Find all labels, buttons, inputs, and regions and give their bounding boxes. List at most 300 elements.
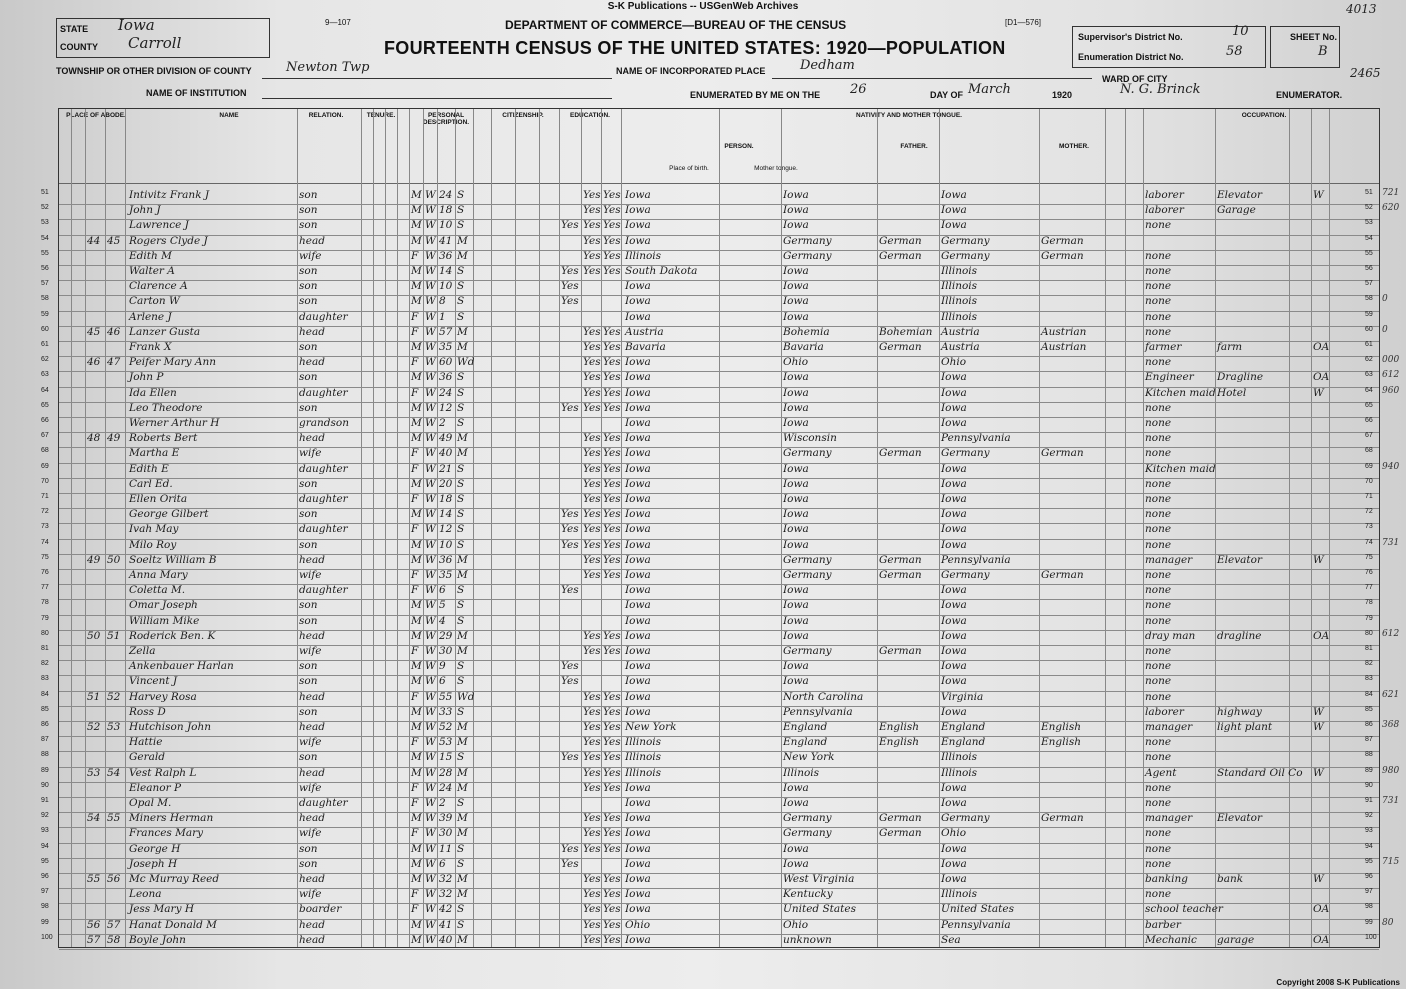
cell-fpb: Ohio [783,918,809,931]
cell-age: 14 [439,508,453,521]
cell-mpb: Germany [941,569,990,581]
cell-race: W [425,705,436,718]
cell-occ: none [1145,842,1172,855]
cell-rel: daughter [299,523,348,536]
table-row [41,234,1379,250]
cell-rel: wife [299,781,322,794]
cell-pb: Iowa [625,690,651,703]
cell-fpb: Germany [783,234,832,247]
cell-mpb: Illinois [941,280,978,293]
cell-dw: 48 [87,432,101,445]
cell-rd: Yes [583,538,601,551]
cell-rel: son [299,401,318,414]
form-number: 9—107 [325,18,351,27]
cell-ms: M [457,827,468,840]
cell-wr: Yes [603,462,621,475]
cell-sch: Yes [561,857,579,870]
cell-race: W [425,903,436,916]
cell-line-number-right: 94 [1365,842,1373,850]
cell-rd: Yes [583,386,601,399]
cell-n: 51 [41,189,49,196]
cell-pb: Iowa [625,599,651,612]
cell-name: Vincent J [129,675,178,688]
cell-mpb: Iowa [941,462,967,475]
cell-sex: M [411,629,422,642]
section-tenure: TENURE. [366,112,396,119]
cell-wr: Yes [603,356,621,369]
cell-occ: banking [1145,873,1188,885]
table-row [41,295,1379,310]
sheet-value: B [1318,44,1328,59]
cell-mpb: Iowa [941,493,967,505]
table-row [41,219,1379,234]
cell-rd: Yes [583,219,601,232]
cell-mpb: Iowa [941,204,967,217]
cell-occ: none [1145,781,1172,794]
cell-age: 33 [439,705,453,718]
cell-race: W [425,660,436,673]
cell-name: Joseph H [129,857,178,870]
cell-line-number-right: 77 [1365,584,1373,592]
section-relation: RELATION. [308,112,344,119]
section-father: FATHER. [900,143,928,150]
cell-age: 1 [439,310,446,323]
cell-n: 63 [41,371,49,379]
cell-n: 57 [41,280,49,288]
cell-rel: son [299,614,318,627]
cell-sex: M [411,432,422,445]
cell-sex: M [411,751,422,764]
cell-sch: Yes [561,675,579,688]
cell-race: W [425,204,436,217]
cell-mpb: Iowa [941,371,967,384]
cell-cl: W [1313,189,1324,201]
cell-sex: F [411,888,419,901]
cell-ms: M [457,234,468,247]
cell-occ: none [1145,356,1172,369]
cell-pb: Iowa [625,462,651,475]
cell-fpb: Iowa [783,280,809,293]
cell-rel: wife [299,645,322,657]
cell-pb: Iowa [625,219,651,232]
cell-name: Boyle John [129,933,186,946]
cell-mpb: Illinois [941,295,978,308]
cell-line-number-right: 97 [1365,888,1373,896]
cell-fpb: England [783,721,828,733]
cell-name: Werner Arthur H [129,417,220,429]
cell-n: 77 [41,584,49,592]
cell-name: Roderick Ben. K [129,629,216,642]
margin-note: 721 [1382,188,1400,198]
cell-wr: Yes [603,705,621,718]
cell-ms: S [457,918,465,931]
cell-n: 86 [41,721,49,728]
cell-rel: head [299,629,325,642]
cell-occ: laborer [1145,189,1184,201]
cell-wr: Yes [603,508,621,521]
cell-wr: Yes [603,827,621,840]
incorporated-label: NAME OF INCORPORATED PLACE [616,66,766,76]
enumerator-label: ENUMERATOR. [1276,90,1343,100]
cell-name: Jess Mary H [129,903,194,916]
cell-mpb: Iowa [941,523,967,536]
cell-wr: Yes [603,721,621,733]
corner-number: 4013 [1346,2,1377,16]
cell-sex: F [411,249,419,262]
cell-wr: Yes [603,918,621,931]
table-row [41,690,1379,706]
cell-rel: daughter [299,493,348,505]
cell-rel: wife [299,827,322,840]
cell-ind: Elevator [1217,812,1262,825]
cell-n: 67 [41,432,49,440]
cell-ind: bank [1217,873,1244,885]
cell-mpb: Illinois [941,310,978,323]
cell-rel: son [299,660,318,673]
cell-mpb: Germany [941,234,990,247]
table-row [41,417,1379,432]
cell-ft: Bohemian [879,325,933,338]
cell-age: 24 [439,781,453,794]
col-mother-tongue: Mother tongue. [754,165,798,172]
cell-race: W [425,933,436,946]
cell-fpb: England [783,736,828,749]
cell-occ: none [1145,690,1172,703]
cell-pb: Iowa [625,477,651,490]
enumeration-label: Enumeration District No. [1078,52,1184,62]
cell-rd: Yes [583,766,601,779]
cell-occ: none [1145,857,1172,870]
cell-line-number-right: 55 [1365,249,1373,257]
cell-wr: Yes [603,645,621,657]
cell-sch: Yes [561,508,579,521]
section-occupation: OCCUPATION. [1241,112,1287,119]
margin-note: 940 [1382,461,1400,472]
cell-dw: 54 [87,812,101,825]
cell-mt: German [1041,234,1084,247]
cell-fa: 51 [107,629,121,642]
cell-pb: Iowa [625,417,651,429]
cell-wr: Yes [603,553,621,566]
cell-race: W [425,675,436,688]
cell-fpb: Iowa [783,493,809,505]
cell-fpb: Iowa [783,523,809,536]
cell-name: Ankenbauer Harlan [129,660,234,673]
cell-ind: Elevator [1217,553,1262,566]
table-row [41,599,1379,614]
cell-race: W [425,508,436,521]
cell-pb: Iowa [625,842,651,855]
cell-rd: Yes [583,569,601,581]
cell-line-number-right: 70 [1365,477,1373,485]
table-row [41,356,1379,371]
cell-n: 62 [41,356,49,364]
table-row [41,447,1379,462]
cell-occ: none [1145,538,1172,551]
cell-ms: S [457,204,465,217]
cell-sex: M [411,873,422,885]
cell-fpb: Iowa [783,371,809,384]
cell-pb: Iowa [625,660,651,673]
cell-race: W [425,584,436,597]
cell-wr: Yes [603,325,621,338]
cell-n: 97 [41,888,49,896]
cell-mpb: Iowa [941,401,967,414]
cell-line-number-right: 89 [1365,766,1373,774]
cell-dw: 52 [87,721,101,733]
cell-ms: S [457,280,465,293]
cell-sch: Yes [561,660,579,673]
cell-pb: Austria [625,325,664,338]
cell-wr: Yes [603,523,621,536]
table-row [41,462,1379,478]
cell-age: 2 [439,797,446,809]
cell-cl: W [1313,386,1324,399]
cell-fpb: Iowa [783,842,809,855]
cell-race: W [425,371,436,384]
cell-fpb: New York [783,751,835,764]
cell-ind: garage [1217,933,1255,946]
cell-rd: Yes [583,721,601,733]
cell-line-number-right: 95 [1365,857,1373,865]
cell-mpb: Ohio [941,356,967,369]
cell-occ: manager [1145,721,1193,733]
cell-sex: M [411,721,422,733]
cell-rel: son [299,280,318,293]
cell-ms: M [457,447,468,460]
cell-n: 87 [41,736,49,744]
section-place-of-abode: PLACE OF ABODE. [66,112,126,119]
table-row [41,857,1379,873]
cell-occ: none [1145,751,1172,764]
cell-fpb: Iowa [783,797,809,809]
cell-line-number-right: 69 [1365,462,1373,470]
cell-sex: F [411,781,419,794]
cell-ft: German [879,827,922,840]
cell-pb: Iowa [625,386,651,399]
cell-occ: none [1145,493,1172,505]
table-row [41,386,1379,402]
cell-wr: Yes [603,219,621,232]
cell-rd: Yes [583,189,601,201]
cell-rel: boarder [299,903,342,916]
cell-mt: Austrian [1041,341,1087,353]
cell-n: 81 [41,645,49,652]
cell-fpb: Iowa [783,614,809,627]
cell-mpb: Pennsylvania [941,918,1011,931]
cell-ms: S [457,386,465,399]
cell-ms: S [457,614,465,627]
cell-race: W [425,249,436,262]
cell-pb: Iowa [625,280,651,293]
cell-ft: German [879,249,922,262]
cell-pb: Iowa [625,204,651,217]
cell-ft: German [879,553,922,566]
cell-sch: Yes [561,538,579,551]
cell-age: 39 [439,812,453,825]
cell-fpb: unknown [783,933,832,946]
enumeration-value: 58 [1226,44,1243,59]
cell-mpb: England [941,721,986,733]
cell-line-number-right: 52 [1365,204,1373,212]
section-citizenship: CITIZENSHIP. [502,112,544,119]
cell-sex: F [411,310,419,323]
cell-mpb: Iowa [941,508,967,521]
cell-fpb: Iowa [783,857,809,870]
cell-occ: Kitchen maid [1145,462,1216,475]
cell-rd: Yes [583,341,601,353]
cell-sex: F [411,569,419,581]
cell-fa: 46 [107,325,121,338]
cell-age: 21 [439,462,453,475]
cell-dw: 56 [87,918,101,931]
cell-sex: M [411,857,422,870]
cell-age: 24 [439,189,453,201]
cell-ms: S [457,219,465,232]
cell-line-number-right: 85 [1365,705,1373,713]
cell-n: 96 [41,873,49,880]
cell-wr: Yes [603,189,621,201]
cell-rel: wife [299,888,322,901]
table-row [41,645,1379,660]
margin-note: 612 [1382,628,1400,639]
cell-wr: Yes [603,432,621,445]
cell-rd: Yes [583,432,601,445]
cell-occ: none [1145,249,1172,262]
table-row [41,827,1379,842]
cell-pb: Iowa [625,888,651,901]
cell-age: 40 [439,933,453,946]
cell-name: George H [129,842,181,855]
cell-line-number-right: 78 [1365,599,1373,607]
cell-line-number-right: 59 [1365,310,1373,318]
table-row [41,325,1379,341]
cell-age: 10 [439,280,453,293]
cell-fpb: Ohio [783,356,809,369]
supervisor-value: 10 [1232,24,1249,39]
cell-rd: Yes [583,705,601,718]
cell-sex: M [411,766,422,779]
cell-ms: S [457,705,465,718]
cell-name: Mc Murray Reed [129,873,220,885]
cell-ms: S [457,189,465,201]
section-nativity: NATIVITY AND MOTHER TONGUE. [856,112,962,119]
incorporated-line [772,78,1092,79]
cell-occ: none [1145,827,1172,840]
cell-wr: Yes [603,690,621,703]
cell-age: 36 [439,249,453,262]
cell-ind: light plant [1217,721,1273,733]
cell-sex: F [411,447,419,460]
cell-fpb: Bavaria [783,341,824,353]
cell-pb: Iowa [625,432,651,445]
cell-age: 35 [439,341,453,353]
cell-n: 73 [41,523,49,531]
cell-sex: M [411,812,422,825]
cell-mpb: Illinois [941,265,978,277]
cell-rel: son [299,842,318,855]
cell-sex: M [411,265,422,277]
table-row [41,280,1379,295]
cell-wr: Yes [603,873,621,885]
cell-wr: Yes [603,781,621,794]
cell-ms: S [457,842,465,855]
margin-note: 620 [1382,203,1400,214]
cell-rd: Yes [583,356,601,369]
cell-line-number-right: 99 [1365,918,1373,926]
cell-occ: laborer [1145,705,1184,718]
cell-rel: daughter [299,462,348,475]
cell-ms: Wd [457,356,475,369]
cell-sex: F [411,523,419,536]
supervisor-label: Supervisor's District No. [1078,32,1183,42]
cell-name: Miners Herman [129,812,214,825]
cell-rel: wife [299,249,322,262]
cell-race: W [425,781,436,794]
cell-ms: S [457,265,465,277]
cell-sex: M [411,553,422,566]
cell-fpb: Germany [783,447,832,460]
cell-n: 56 [41,265,49,272]
cell-mt: German [1041,249,1084,262]
cell-age: 28 [439,766,453,779]
cell-mpb: Iowa [941,584,967,597]
township-value: Newton Twp [286,60,370,75]
cell-race: W [425,797,436,809]
cell-name: Carton W [129,295,180,308]
cell-age: 32 [439,873,453,885]
cell-occ: manager [1145,812,1193,825]
cell-fa: 49 [107,432,121,445]
cell-fa: 54 [107,766,121,779]
margin-note: 80 [1382,917,1394,928]
cell-mpb: Iowa [941,538,967,551]
table-row [41,933,1379,949]
cell-sex: F [411,325,419,338]
cell-mpb: Germany [941,249,990,262]
cell-line-number-right: 54 [1365,234,1373,242]
cell-sex: M [411,295,422,308]
cell-race: W [425,721,436,733]
cell-line-number-right: 57 [1365,280,1373,288]
cell-pb: Iowa [625,401,651,414]
cell-age: 20 [439,477,453,490]
cell-fpb: Germany [783,553,832,566]
cell-pb: Iowa [625,675,651,688]
cell-mpb: Iowa [941,842,967,855]
cell-name: Rogers Clyde J [129,234,208,247]
cell-wr: Yes [603,204,621,217]
cell-fpb: Iowa [783,660,809,673]
cell-ms: S [457,538,465,551]
cell-sch: Yes [561,584,579,597]
cell-n: 98 [41,903,49,911]
section-personal: PERSONAL DESCRIPTION. [422,112,470,126]
cell-pb: Iowa [625,705,651,718]
cell-sex: M [411,417,422,429]
cell-fpb: Iowa [783,310,809,323]
cell-fpb: Germany [783,569,832,581]
cell-ms: S [457,584,465,597]
cell-line-number-right: 62 [1365,356,1373,364]
cell-ms: M [457,341,468,353]
table-row [41,310,1379,326]
cell-occ: none [1145,508,1172,521]
cell-rel: son [299,477,318,490]
section-education: EDUCATION. [570,112,610,119]
cell-mt: Austrian [1041,325,1087,338]
cell-n: 64 [41,386,49,394]
